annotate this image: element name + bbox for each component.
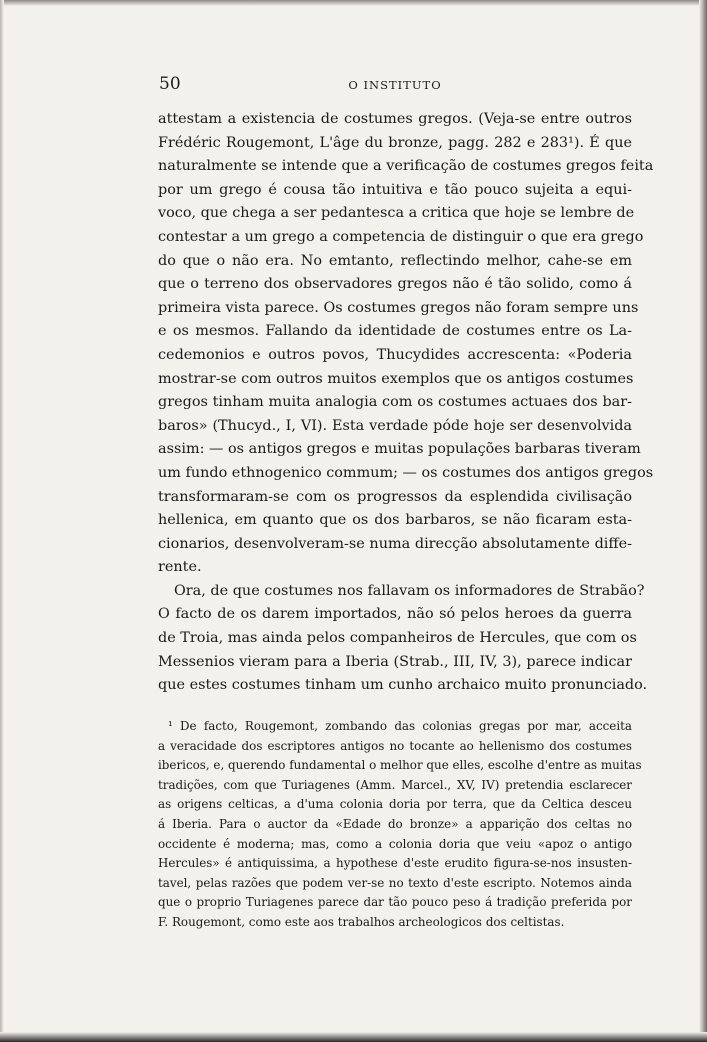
text-line: de Troia, mas ainda pelos companheiros de Hercules, que com os [158, 630, 637, 647]
text-line: mostrar-se com outros muitos exemplos que os antigos costumes [158, 370, 634, 387]
text-line: Frédéric Rougemont, L'âge du bronze, pagg. 282 e 283¹). É que [158, 134, 632, 151]
page-edge-right [699, 0, 707, 1042]
running-title: O INSTITUTO [348, 78, 442, 92]
text-line: gregos tinham muita analogia com os costumes actuaes dos bar- [158, 394, 632, 411]
text-line: O facto de os darem importados, não só pelos heroes da guerra [158, 606, 632, 623]
text-line: baros» (Thucyd., I, VI). Esta verdade póde hoje ser desenvolvida [158, 417, 632, 434]
page-number: 50 [159, 74, 181, 94]
footnote-line: que o proprio Turiagenes parece dar tão pouco peso á tradição preferida por [158, 895, 632, 910]
text-line: que estes costumes tinham um cunho archaico muito pronunciado. [158, 677, 648, 694]
page-edge-top [0, 0, 707, 6]
text-line: assim: — os antigos gregos e muitas populações barbaras tiveram [158, 441, 641, 458]
text-line: transformaram-se com os progressos da esplendida civilisação [158, 488, 632, 505]
text-line: rente. [158, 559, 202, 576]
page-edge-left [0, 0, 4, 1042]
footnote-line: tavel, pelas razões que podem ver-se no texto d'este escripto. Notemos ainda [158, 875, 632, 890]
text-line: cionarios, desenvolveram-se numa direcção absolutamente diffe- [158, 535, 632, 552]
page-edge-bottom [0, 1032, 707, 1042]
footnote-line: F. Rougemont, como este aos trabalhos archeologicos dos celtistas. [158, 914, 565, 929]
footnote-line: á Iberia. Para o auctor da «Edade do bronze» a apparição dos celtas no [158, 816, 632, 831]
text-line: Ora, de que costumes nos fallavam os informadores de Strabão? [174, 582, 645, 599]
text-line: um fundo ethnogenico commum; — os costumes dos antigos gregos [158, 464, 654, 481]
footnote-line: as origens celticas, a d'uma colonia doria por terra, que da Celtica desceu [158, 797, 632, 812]
footnote-line: tradições, com que Turiagenes (Amm. Marcel., XV, IV) pretendia esclarecer [158, 777, 632, 792]
page-header [159, 74, 631, 96]
footnote-line: occidente é moderna; mas, como a colonia doria que veiu «apoz o antigo [158, 836, 632, 851]
text-line: naturalmente se intende que a verificação de costumes gregos feita [158, 158, 654, 175]
footnote-line: ibericos, e, querendo fundamental o melhor que elles, escolhe d'entre as muitas [158, 758, 642, 773]
footnote-line: Hercules» é antiquissima, a hypothese d'este erudito figura-se-nos insusten- [158, 856, 632, 871]
text-line: Messenios vieram para a Iberia (Strab., III, IV, 3), parece indicar [158, 653, 632, 670]
footnote-line: ¹ De facto, Rougemont, zombando das colonias gregas por mar, acceita [168, 719, 632, 733]
text-line: do que o não era. No emtanto, reflectindo melhor, cahe-se em [158, 252, 632, 269]
text-line: attestam a existencia de costumes gregos. (Veja-se entre outros [158, 111, 632, 127]
footnotes [158, 717, 642, 933]
text-line: primeira vista parece. Os costumes gregos não foram sempre uns [158, 299, 639, 316]
text-line: cedemonios e outros povos, Thucydides accrescenta: «Poderia [158, 346, 632, 363]
main-text [158, 108, 654, 698]
text-line: voco, que chega a ser pedantesca a critica que hoje se lembre de [158, 205, 635, 222]
text-line: hellenica, em quanto que os dos barbaros, se não ficaram esta- [158, 512, 632, 529]
text-line: contestar a um grego a competencia de distinguir o que era grego [158, 228, 644, 245]
text-line: que o terreno dos observadores gregos não é tão solido, como á [158, 276, 632, 293]
text-line: por um grego é cousa tão intuitiva e tão pouco sujeita a equi- [158, 181, 632, 198]
text-line: e os mesmos. Fallando da identidade de costumes entre os La- [158, 323, 632, 340]
footnote-line: a veracidade dos escriptores antigos no tocante ao hellenismo dos costumes [158, 738, 632, 753]
